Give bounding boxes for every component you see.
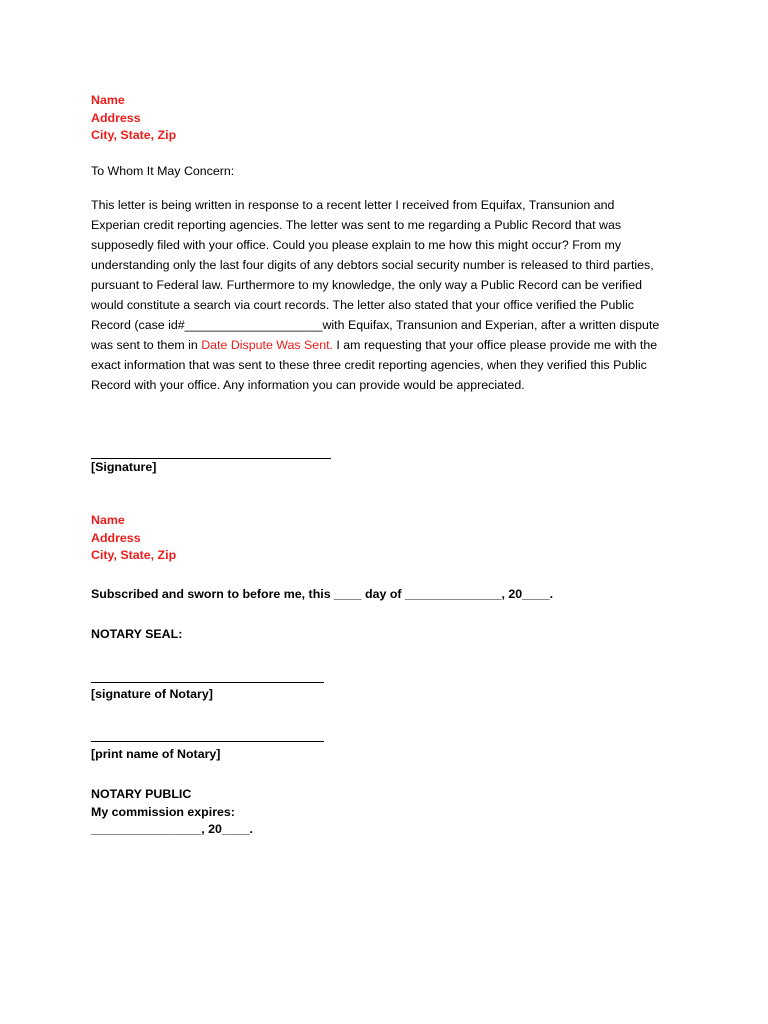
sender-city-state-zip: City, State, Zip (91, 128, 177, 142)
notary-print-name-label: [print name of Notary] (91, 747, 221, 761)
footer-address: Address (91, 530, 141, 545)
body-line: Record (case id#____________________with Equifax, Transunion and Experian, after a written dispute (91, 318, 660, 332)
notary-seal-label: NOTARY SEAL: (91, 627, 183, 641)
body-line: Experian credit reporting agencies. The letter was sent to me regarding a Public Record that was (91, 218, 622, 232)
notary-signature-line (91, 682, 324, 683)
sender-name: Name (91, 93, 125, 107)
commission-label: My commission expires: (91, 804, 235, 819)
body-line: Record with your office. Any information you can provide would be appreciated. (91, 378, 525, 392)
notary-commission-block (91, 786, 253, 839)
body-line-with-placeholder (91, 335, 691, 355)
sender-footer-block (91, 512, 176, 565)
date-dispute-placeholder: Date Dispute Was Sent. (201, 338, 333, 352)
signature-label: [Signature] (91, 460, 157, 474)
notary-public-label: NOTARY PUBLIC (91, 787, 192, 801)
salutation: To Whom It May Concern: (91, 164, 235, 178)
footer-name: Name (91, 513, 125, 527)
notary-print-name-line (91, 741, 324, 742)
body-line: This letter is being written in response to a recent letter I received from Equifax, Transunion and (91, 198, 615, 212)
sender-block (91, 92, 176, 145)
body-line: pursuant to Federal law. Furthermore to my knowledge, the only way a Public Record can be verified (91, 278, 642, 292)
footer-city-state-zip: City, State, Zip (91, 548, 177, 562)
body-line: understanding only the last four digits of any debtors social security number is released to third parties, (91, 258, 654, 272)
body-line: supposedly filed with your office. Could you please explain to me how this might occur? From my (91, 238, 622, 252)
letter-body (91, 195, 691, 395)
sworn-statement: Subscribed and sworn to before me, this ____ day of ______________, 20____. (91, 587, 554, 601)
body-line: would constitute a search via court records. The letter also stated that your office verified the Public (91, 298, 634, 312)
body-line: exact information that was sent to these three credit reporting agencies, when they verified this Public (91, 358, 647, 372)
commission-date: ________________, 20____. (91, 822, 253, 836)
body-line-8-pre: was sent to them in (91, 338, 202, 352)
body-line-8-post: I am requesting that your office please provide me with the (332, 338, 658, 352)
notary-signature-label: [signature of Notary] (91, 687, 213, 701)
sender-address: Address (91, 110, 141, 125)
